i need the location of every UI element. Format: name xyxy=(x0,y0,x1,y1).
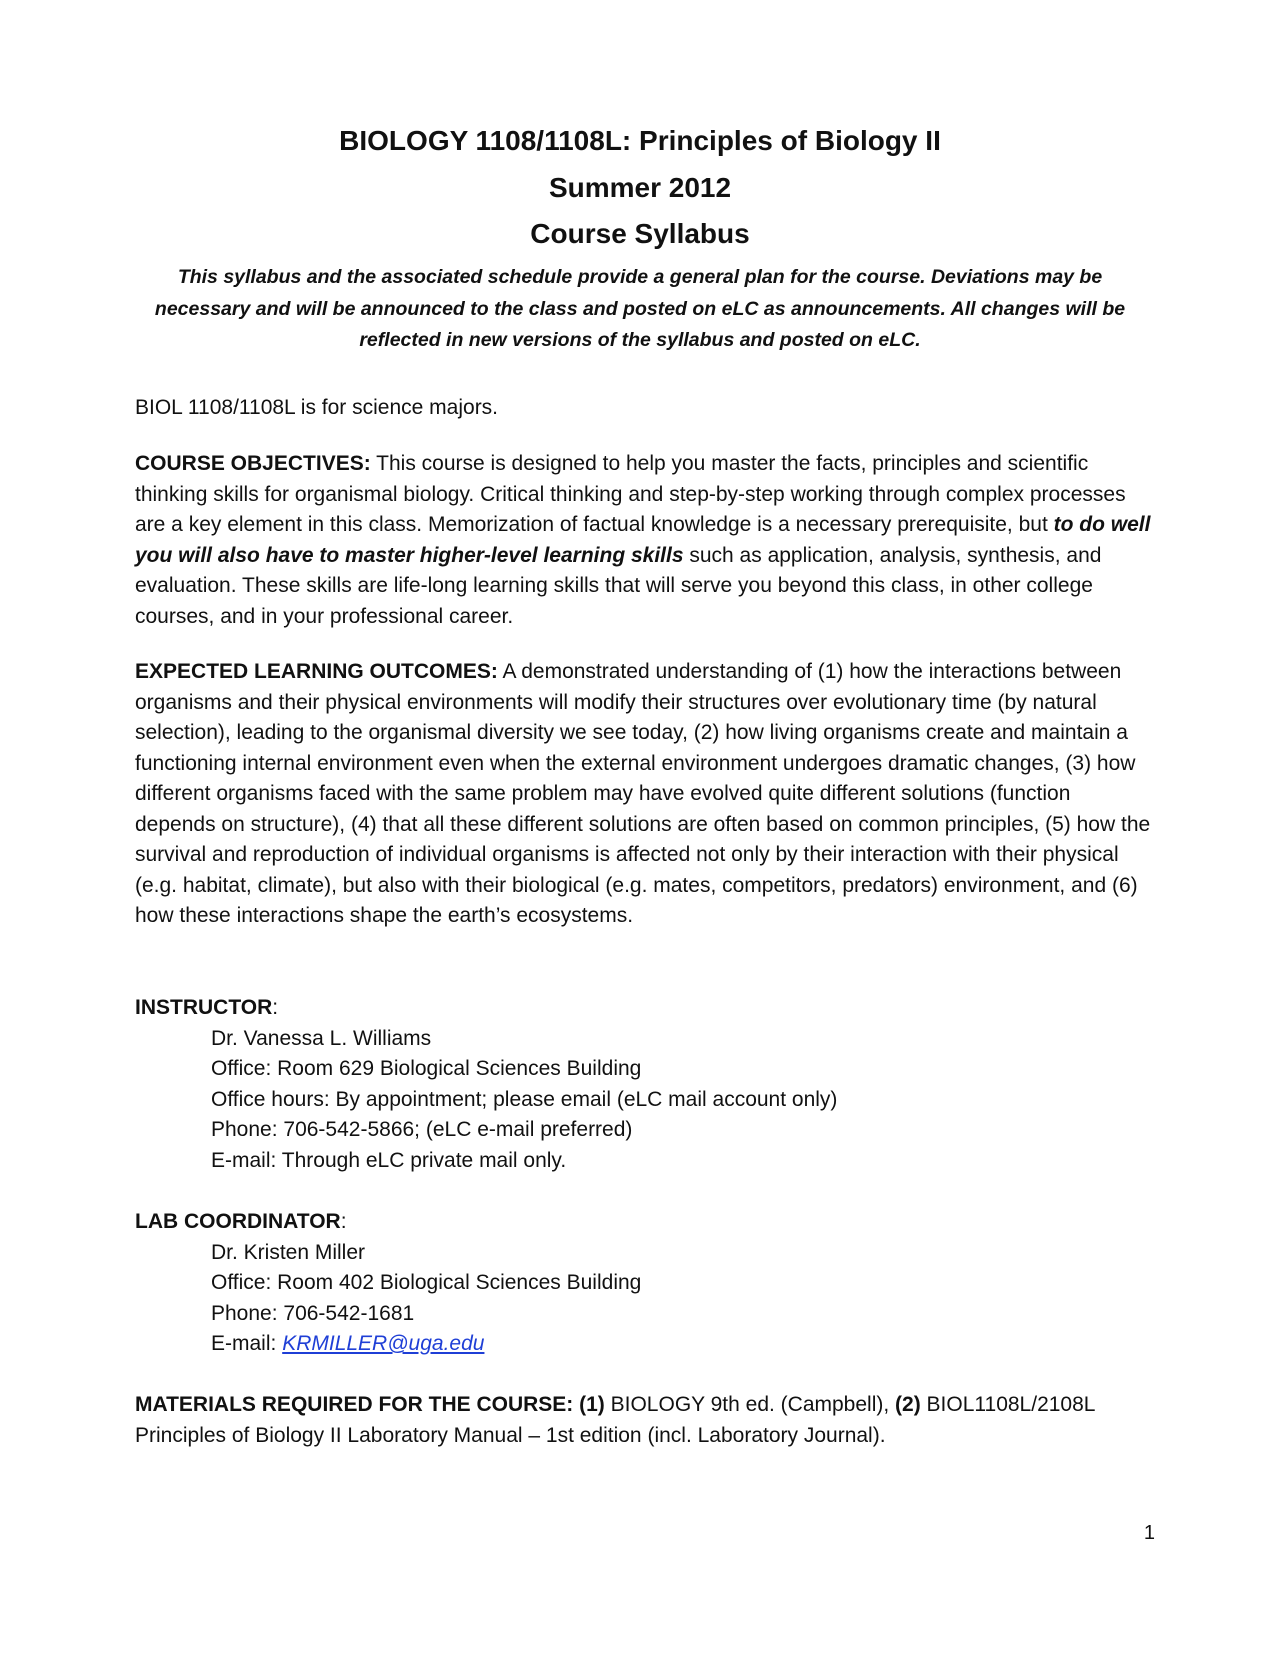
instructor-phone: Phone: 706-542-5866; (eLC e-mail preferred) xyxy=(211,1118,633,1141)
syllabus-notice: This syllabus and the associated schedule provide a general plan for the course. Deviations may be necessary and will be announced to the class and posted on eLC as announcements. All changes will be reflected in new versions of the syllabus and posted on eLC. xyxy=(154,266,1126,351)
instructor-section xyxy=(135,993,1135,1176)
lab-email-link[interactable]: KRMILLER@uga.edu xyxy=(282,1332,485,1355)
instructor-label: INSTRUCTOR xyxy=(135,996,273,1019)
lab-coordinator-office: Office: Room 402 Biological Sciences Building xyxy=(211,1271,642,1294)
instructor-email: E-mail: Through eLC private mail only. xyxy=(211,1148,567,1172)
instructor-hours: Office hours: By appointment; please email (eLC mail account only) xyxy=(211,1087,838,1111)
lab-coordinator-colon: : xyxy=(340,1210,347,1233)
lab-coordinator-label: LAB COORDINATOR xyxy=(135,1210,341,1233)
objectives-label: COURSE OBJECTIVES: xyxy=(135,452,371,475)
instructor-name: Dr. Vanessa L. Williams xyxy=(211,1026,432,1050)
materials-num1: (1) xyxy=(573,1393,605,1416)
materials-label: MATERIALS REQUIRED FOR THE COURSE: xyxy=(135,1393,574,1416)
lab-coordinator-heading xyxy=(135,1207,1135,1238)
intro-text: BIOL 1108/1108L is for science majors. xyxy=(135,396,499,419)
course-objectives xyxy=(135,449,1155,632)
materials-item2: BIOL1108L/2108L Principles of Biology II Laboratory Manual – 1st edition (incl. Laboratory Journal). xyxy=(135,1393,1095,1447)
instructor-office: Office: Room 629 Biological Sciences Building xyxy=(211,1057,642,1080)
page-number: 1 xyxy=(1143,1522,1155,1544)
course-title: BIOLOGY 1108/1108L: Principles of Biology II xyxy=(339,125,941,156)
outcomes-text: A demonstrated understanding of (1) how the interactions between organisms and their physical environments will modify their structures over evolutionary time (by natural selection), leading to the organismal diversity we see today, (2) how living organisms create and maintain a functioning internal environment even when the external environment undergoes dramatic changes, (3) how different organisms faced with the same problem may have evolved quite different solutions (function depends on structure), (4) that all these different solutions are often based on common principles, (5) how the survival and reproduction of individual organisms is affected not only by their interaction with their physical (e.g. habitat, climate), but also with their biological (e.g. mates, competitors, predators) environment, and (6) how these interactions shape the earth’s ecosystems. xyxy=(135,660,1151,927)
objectives-emphasis: to do well you will also have to master higher-level learning skills xyxy=(135,513,1151,567)
objectives-text-b: such as application, analysis, synthesis, and evaluation. These skills are life-long learning skills that will serve you beyond this class, in other college courses, and in your professional career. xyxy=(135,543,1102,628)
course-term: Summer 2012 xyxy=(548,172,732,203)
materials-item1: BIOLOGY 9th ed. (Campbell), xyxy=(604,1393,890,1416)
lab-coordinator-email xyxy=(135,1329,1135,1360)
lab-coordinator-section xyxy=(135,1207,1135,1360)
lab-coordinator-phone: Phone: 706-542-1681 xyxy=(211,1301,415,1325)
objectives-text-a: This course is designed to help you master the facts, principles and scientific thinking skills for organismal biology. Critical thinking and step-by-step working through complex processes are a key element in this class. Memorization of factual knowledge is a necessary prerequisite, but xyxy=(135,452,1126,536)
materials-required xyxy=(135,1390,1155,1451)
learning-outcomes xyxy=(135,657,1155,932)
lab-email-prefix: E-mail: xyxy=(211,1332,283,1355)
document-title: Course Syllabus xyxy=(530,218,750,249)
materials-num2: (2) xyxy=(889,1393,921,1416)
instructor-heading xyxy=(135,993,1135,1024)
instructor-colon: : xyxy=(272,996,279,1019)
lab-coordinator-name: Dr. Kristen Miller xyxy=(211,1240,366,1264)
outcomes-label: EXPECTED LEARNING OUTCOMES: xyxy=(135,660,498,683)
